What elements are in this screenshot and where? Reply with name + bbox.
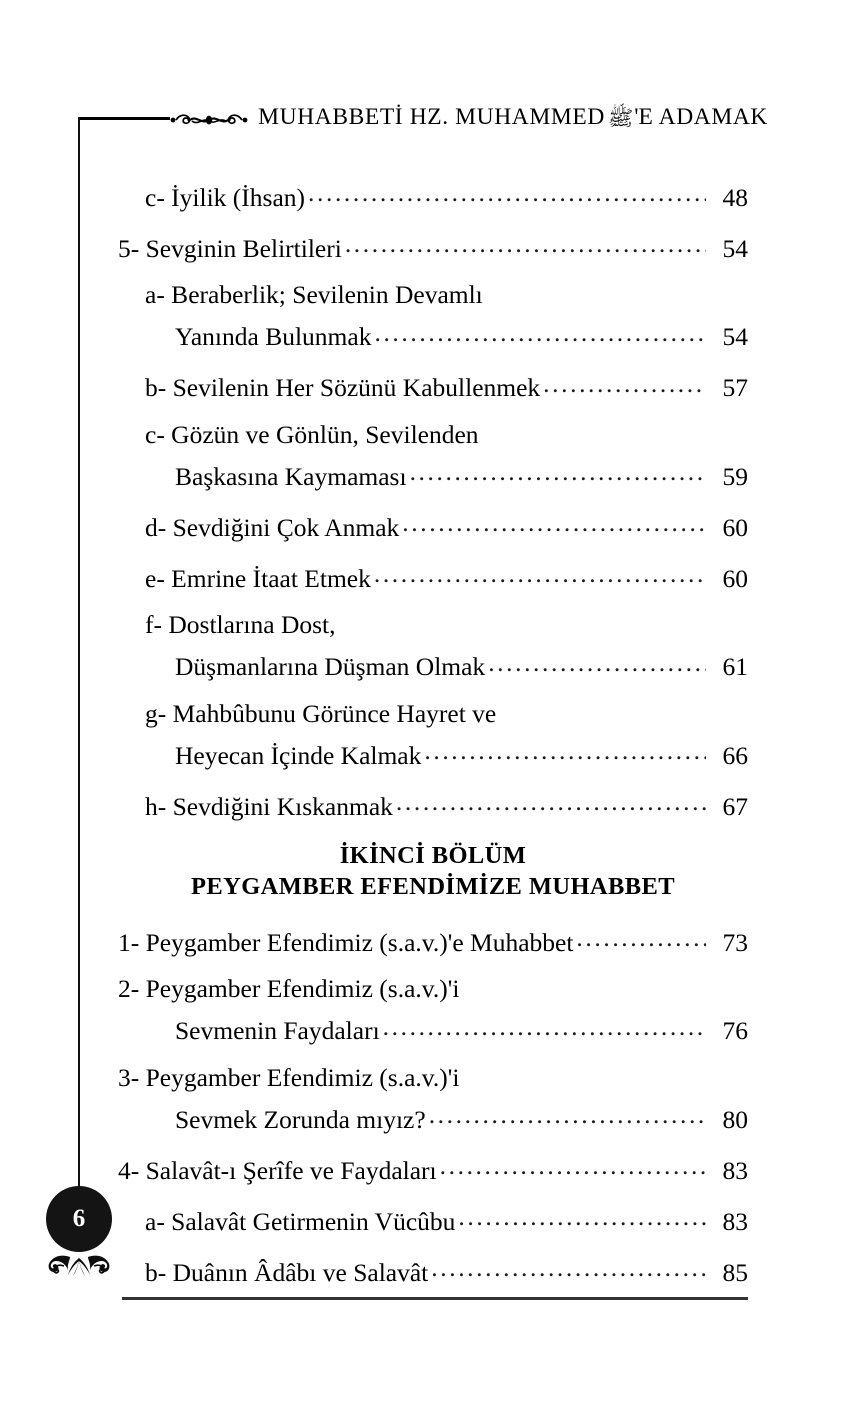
chapter-heading-line-1: İKİNCİ BÖLÜM — [339, 842, 527, 869]
toc-dot-leader — [410, 459, 706, 485]
toc-dot-leader — [458, 1204, 706, 1230]
toc-entry-label: h- Sevdiğini Kıskanmak — [145, 791, 393, 821]
toc-dot-leader — [576, 925, 706, 951]
toc-dot-leader — [440, 1153, 706, 1179]
footer-rule — [122, 1297, 748, 1300]
sallallahu-alayhi-wasallam-icon: ﷺ — [607, 106, 634, 130]
toc-entry[interactable] — [118, 789, 748, 819]
toc-entry[interactable] — [118, 1153, 748, 1183]
toc-page-number: 61 — [722, 652, 748, 681]
toc-entry-label: c- Gözün ve Gönlün, Sevilenden — [145, 419, 479, 449]
toc-entry[interactable] — [118, 698, 748, 728]
toc-entry[interactable] — [118, 1014, 748, 1044]
toc-page-number: 66 — [722, 740, 748, 770]
toc-entry-label: a- Beraberlik; Sevilenin Devamlı — [145, 280, 483, 309]
toc-page-number: 54 — [722, 322, 748, 351]
toc-entry-label: e- Emrine İtaat Etmek — [145, 563, 371, 593]
toc-dot-leader — [374, 320, 706, 346]
toc-entry[interactable] — [118, 231, 748, 261]
toc-dot-leader — [383, 1014, 706, 1040]
toc-entry-label: 2- Peygamber Efendimiz (s.a.v.)'i — [118, 974, 460, 1003]
toc-entry[interactable] — [118, 1102, 748, 1132]
toc-entry-label: Başkasına Kaymaması — [175, 461, 407, 491]
floral-flourish-ornament — [40, 1250, 118, 1284]
toc-entry-label: b- Duânın Âdâbı ve Salavât — [145, 1257, 429, 1287]
toc-entry[interactable] — [118, 282, 748, 308]
chapter-heading-line-2: PEYGAMBER EFENDİMİZE MUHABBET — [191, 873, 675, 901]
toc-list-part-two — [118, 925, 748, 1306]
toc-entry-label: f- Dostlarına Dost, — [145, 610, 336, 639]
toc-entry[interactable] — [118, 1204, 748, 1234]
header-title-after: 'E ADAMAK — [634, 104, 768, 130]
toc-entry[interactable] — [118, 976, 748, 1002]
toc-dot-leader — [424, 738, 706, 764]
toc-entry[interactable] — [118, 1062, 748, 1092]
toc-page-number: 60 — [722, 512, 748, 542]
toc-page-number: 67 — [722, 791, 748, 821]
toc-entry-label: Sevmek Zorunda mıyız? — [175, 1104, 426, 1134]
toc-dot-leader — [543, 371, 706, 397]
toc-page-number: 83 — [722, 1155, 748, 1185]
toc-list-part-one — [118, 180, 748, 840]
toc-page-number: 83 — [722, 1206, 748, 1236]
toc-page-number: 48 — [722, 182, 748, 212]
toc-entry-label: a- Salavât Getirmenin Vücûbu — [145, 1206, 456, 1236]
toc-dot-leader — [308, 180, 706, 206]
toc-entry-label: Sevmenin Faydaları — [175, 1016, 380, 1045]
toc-entry[interactable] — [118, 320, 748, 350]
toc-entry-label: 3- Peygamber Efendimiz (s.a.v.)'i — [118, 1062, 460, 1092]
toc-entry-label: g- Mahbûbunu Görünce Hayret ve — [145, 698, 497, 728]
page-number-badge — [46, 1186, 112, 1252]
header-title-before: MUHABBETİ HZ. MUHAMMED — [258, 104, 605, 130]
toc-entry[interactable] — [118, 612, 748, 638]
header-title — [258, 104, 768, 136]
toc-page-number: 80 — [722, 1104, 748, 1134]
toc-page-number: 59 — [722, 461, 748, 491]
toc-entry-label: d- Sevdiğini Çok Anmak — [145, 512, 400, 542]
toc-dot-leader — [488, 650, 706, 676]
leaf-flourish-ornament — [170, 112, 248, 128]
toc-page-number: 85 — [722, 1257, 748, 1287]
toc-entry[interactable] — [118, 419, 748, 449]
toc-dot-leader — [345, 231, 706, 257]
toc-dot-leader — [431, 1255, 706, 1281]
toc-entry-label: 5- Sevginin Belirtileri — [118, 233, 342, 263]
running-header — [78, 100, 768, 140]
toc-entry-label: b- Sevilenin Her Sözünü Kabullenmek — [145, 373, 541, 402]
toc-entry-label: Heyecan İçinde Kalmak — [175, 740, 422, 770]
toc-entry[interactable] — [118, 1255, 748, 1285]
toc-entry[interactable] — [118, 510, 748, 540]
toc-dot-leader — [402, 510, 706, 536]
toc-entry-label: c- İyilik (İhsan) — [145, 182, 306, 212]
toc-entry[interactable] — [118, 459, 748, 489]
toc-entry[interactable] — [118, 371, 748, 401]
toc-page-number: 73 — [722, 927, 748, 957]
toc-entry-label: 1- Peygamber Efendimiz (s.a.v.)'e Muhabbet — [118, 927, 574, 957]
toc-entry-label: 4- Salavât-ı Şerîfe ve Faydaları — [118, 1155, 437, 1185]
toc-entry[interactable] — [118, 180, 748, 210]
toc-page-number: 76 — [722, 1016, 748, 1045]
page-number: 6 — [72, 1205, 86, 1232]
toc-entry-label: Yanında Bulunmak — [175, 322, 372, 351]
toc-dot-leader — [429, 1102, 706, 1128]
toc-page-number: 60 — [722, 563, 748, 593]
toc-entry[interactable] — [118, 561, 748, 591]
toc-dot-leader — [396, 789, 706, 815]
toc-entry[interactable] — [118, 925, 748, 955]
toc-entry-label: Düşmanlarına Düşman Olmak — [175, 652, 486, 681]
toc-entry[interactable] — [118, 650, 748, 680]
left-margin-rule — [78, 117, 80, 1207]
toc-dot-leader — [374, 561, 706, 587]
toc-entry[interactable] — [118, 738, 748, 768]
chapter-heading — [118, 840, 748, 903]
toc-page-number: 57 — [722, 373, 748, 402]
toc-page-number: 54 — [722, 233, 748, 263]
